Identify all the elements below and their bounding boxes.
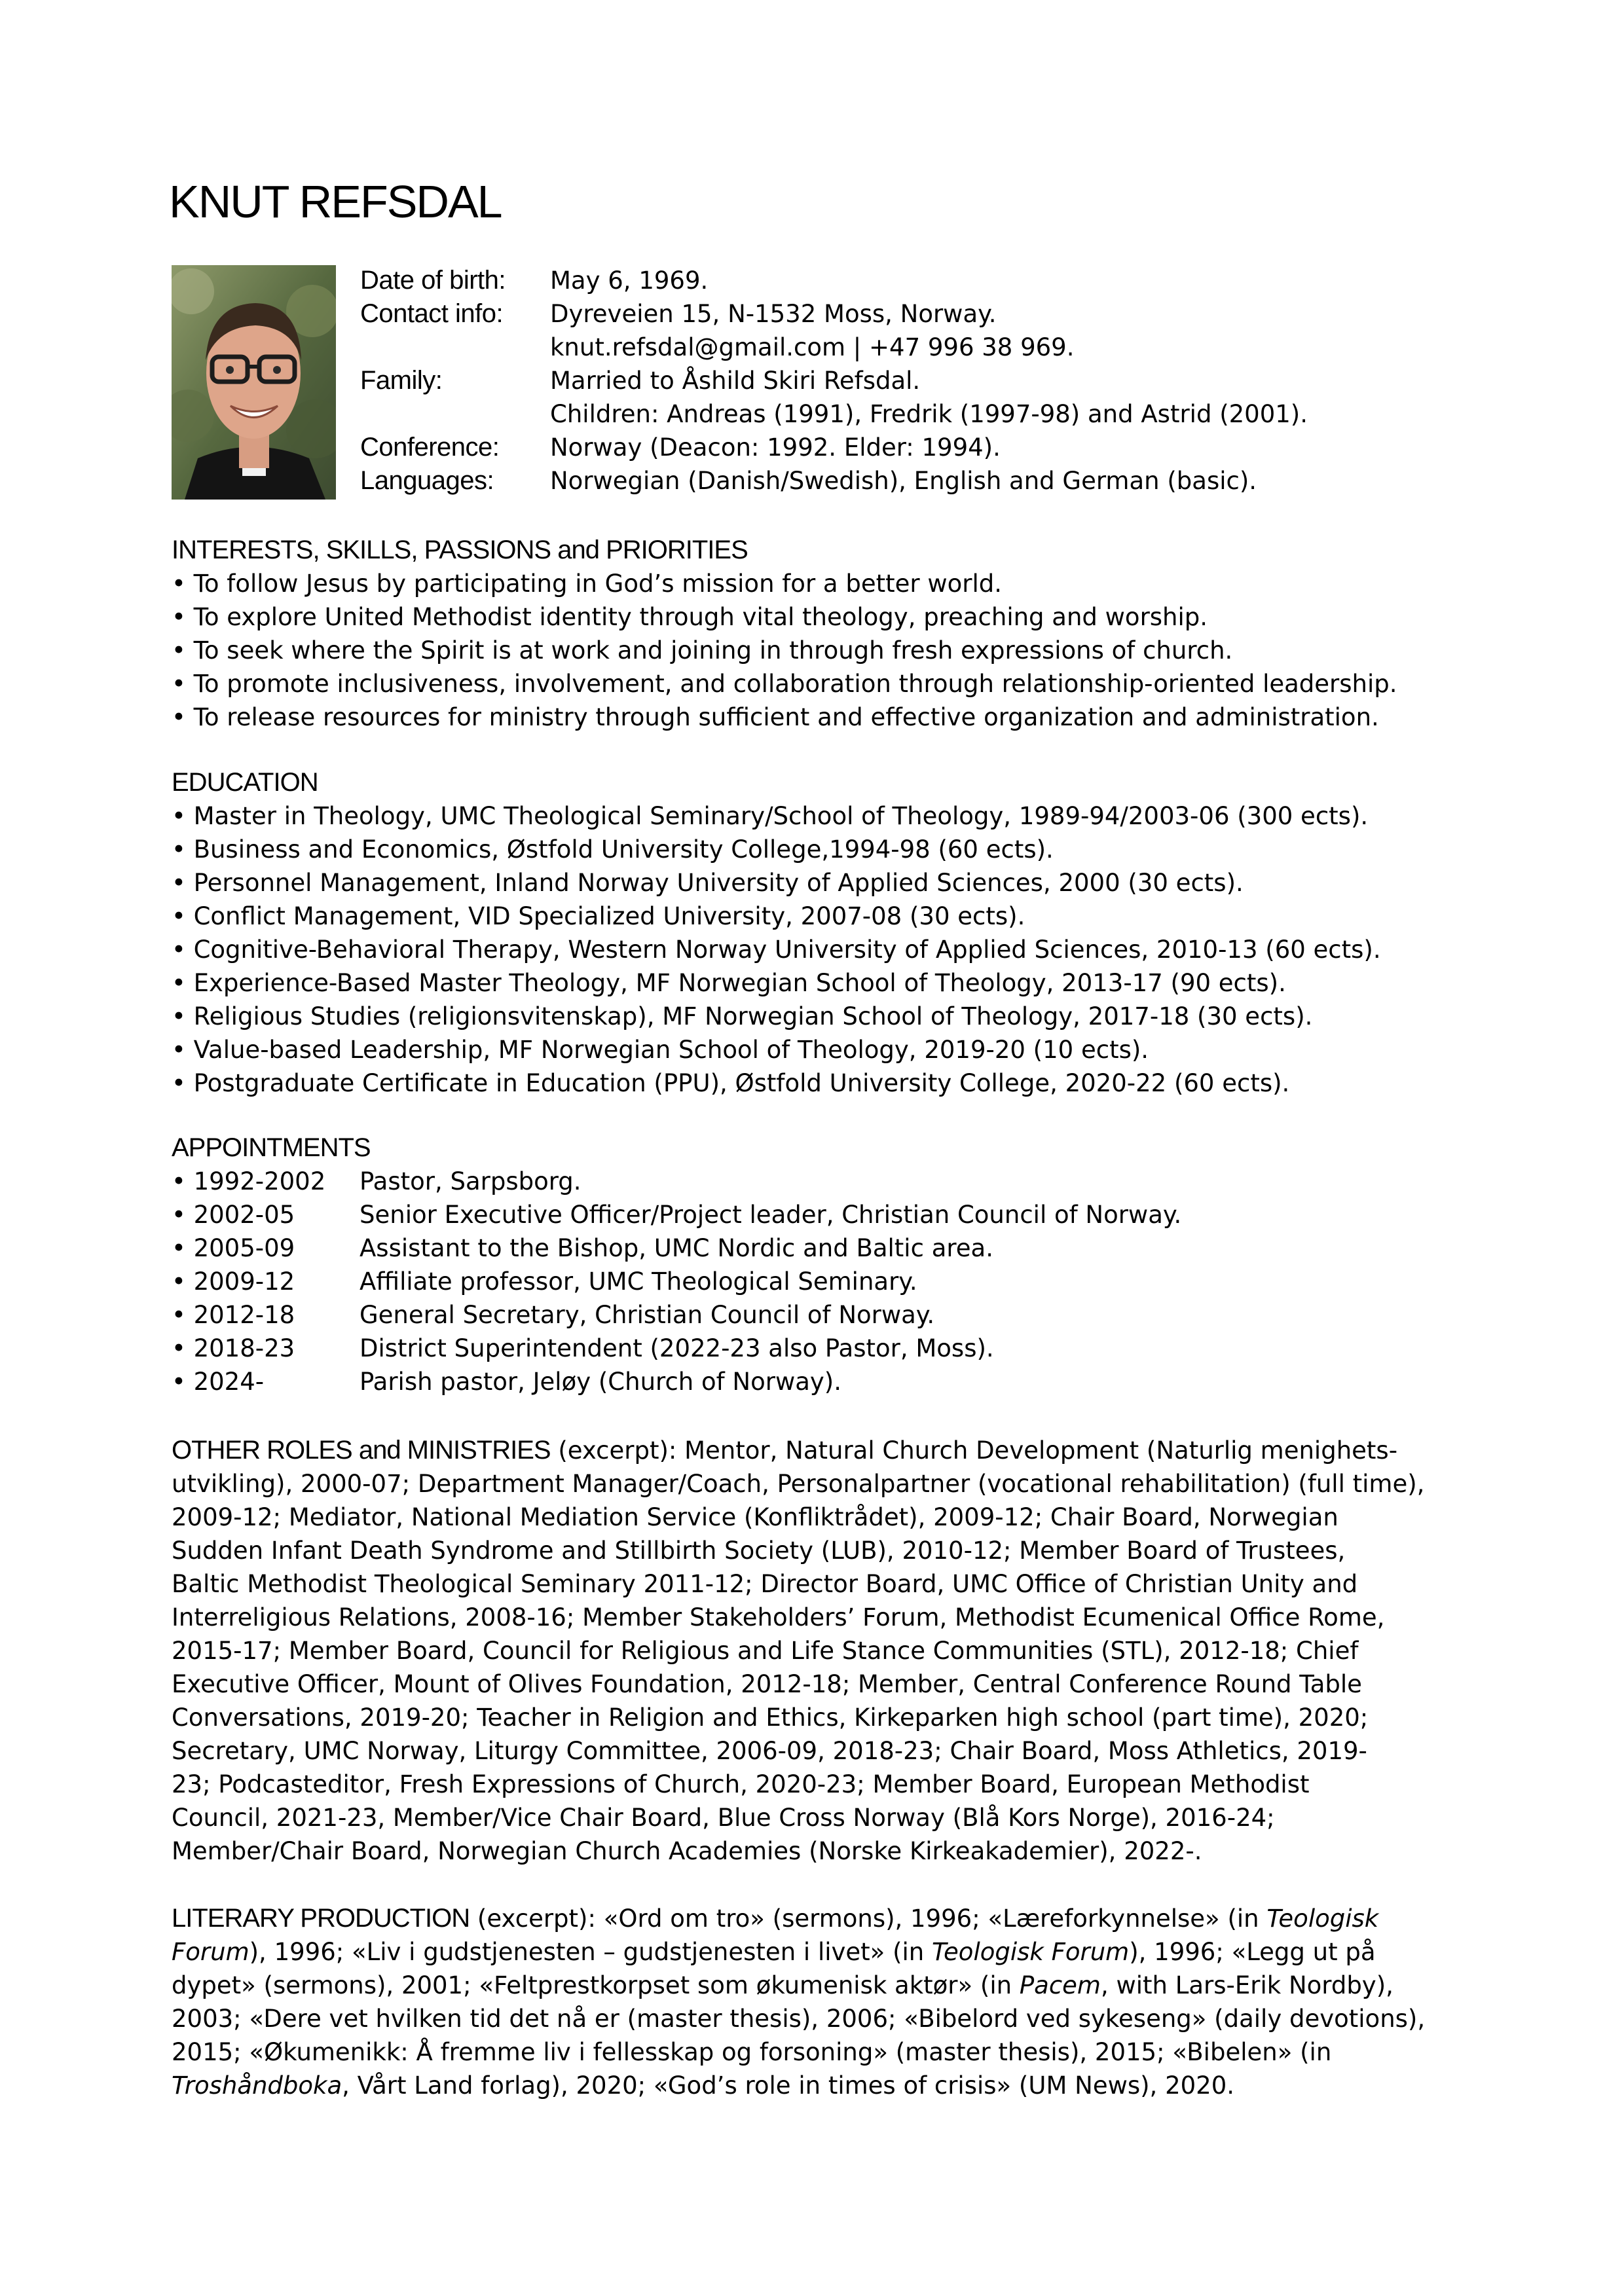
appointment-desc: General Secretary, Christian Council of Norway. [360, 1301, 935, 1329]
literary-italic: Troshåndboka [172, 2071, 342, 2100]
contact-label: Contact info [360, 299, 496, 328]
list-item: • To release resources for ministry through sufficient and effective organization and administration. [172, 703, 1379, 731]
appointments-section [172, 1131, 1481, 1398]
appointments-heading: APPOINTMENTS [172, 1133, 371, 1162]
appointment-row [172, 1332, 1481, 1365]
appointment-row [172, 1365, 1481, 1398]
list-item: • To explore United Methodist identity through vital theology, preaching and worship. [172, 603, 1208, 631]
list-item: • Master in Theology, UMC Theological Seminary/School of Theology, 1989-94/2003-06 (300 ects). [172, 802, 1369, 830]
other-roles-text: Secretary, UMC Norway, Liturgy Committee, 2006-09, 2018-23; Chair Board, Moss Athletics, 2019- [172, 1737, 1367, 1765]
profile-photo [172, 265, 336, 500]
other-roles-text: 2009-12; Mediator, National Mediation Service (Konfliktrådet), 2009-12; Chair Board, Norwegian [172, 1503, 1338, 1531]
languages-label: Languages [360, 466, 487, 495]
appointment-row [172, 1231, 1481, 1265]
other-roles-text: Member/Chair Board, Norwegian Church Academies (Norske Kirkeakademier), 2022-. [172, 1837, 1202, 1865]
list-item: • To promote inclusiveness, involvement, and collaboration through relationship-oriented leadership. [172, 670, 1397, 698]
contact-label-sep: : [496, 299, 504, 328]
appointment-period: • 1992-2002 [172, 1167, 326, 1195]
other-roles-heading: OTHER ROLES and MINISTRIES [172, 1436, 551, 1465]
literary-text: ), 1996; «Liv i gudstjenesten – gudstjenesten i livet» (in [249, 1938, 932, 1966]
languages-value: Norwegian (Danish/Swedish), English and German (basic). [550, 467, 1257, 495]
appointment-row [172, 1165, 1481, 1198]
other-roles-text: 23; Podcasteditor, Fresh Expressions of Church, 2020-23; Member Board, European Methodist [172, 1770, 1310, 1798]
birth-value: May 6, 1969. [550, 266, 709, 295]
birth-label: Date of birth [360, 266, 499, 295]
list-item: • Postgraduate Certificate in Education (PPU), Østfold University College, 2020-22 (60 ects). [172, 1069, 1290, 1097]
other-roles-text: utvikling), 2000-07; Department Manager/Coach, Personalpartner (vocational rehabilitation) (full time), [172, 1470, 1425, 1498]
list-item: • Religious Studies (religionsvitenskap), MF Norwegian School of Theology, 2017-18 (30 ects). [172, 1002, 1313, 1030]
list-item: • Personnel Management, Inland Norway University of Applied Sciences, 2000 (30 ects). [172, 869, 1244, 897]
conference-value: Norway (Deacon: 1992. Elder: 1994). [550, 433, 1001, 462]
appointment-desc: District Superintendent (2022-23 also Pastor, Moss). [360, 1334, 994, 1362]
list-item: • Value-based Leadership, MF Norwegian School of Theology, 2019-20 (10 ects). [172, 1036, 1149, 1064]
appointment-row [172, 1298, 1481, 1332]
contact-address: Dyreveien 15, N-1532 Moss, Norway. [550, 300, 997, 328]
other-roles-text: Baltic Methodist Theological Seminary 2011-12; Director Board, UMC Office of Christian Unity and [172, 1570, 1358, 1598]
literary-section [172, 1902, 1481, 2102]
family-label-sep: : [435, 366, 443, 395]
appointment-desc: Senior Executive Officer/Project leader, Christian Council of Norway. [360, 1201, 1182, 1229]
appointment-period: • 2005-09 [172, 1234, 295, 1262]
list-item: • Cognitive-Behavioral Therapy, Western Norway University of Applied Sciences, 2010-13 (60 ects). [172, 936, 1381, 964]
literary-heading: LITERARY PRODUCTION [172, 1904, 470, 1933]
other-roles-text: Interreligious Relations, 2008-16; Member Stakeholders’ Forum, Methodist Ecumenical Office Rome, [172, 1603, 1385, 1631]
literary-text: , with Lars-Erik Nordby), [1100, 1971, 1393, 1999]
education-heading: EDUCATION [172, 768, 318, 797]
page-title: KNUT REFSDAL [169, 176, 502, 227]
other-roles-text: Sudden Infant Death Syndrome and Stillbirth Society (LUB), 2010-12; Member Board of Trustees, [172, 1537, 1346, 1565]
other-roles-section [172, 1434, 1481, 1868]
other-roles-text: Executive Officer, Mount of Olives Foundation, 2012-18; Member, Central Conference Round Table [172, 1670, 1362, 1698]
appointment-period: • 2002-05 [172, 1201, 295, 1229]
appointment-period: • 2024- [172, 1368, 265, 1396]
literary-italic: Forum [172, 1938, 249, 1966]
other-roles-text: 2015-17; Member Board, Council for Religious and Life Stance Communities (STL), 2012-18; Chief [172, 1637, 1359, 1665]
family-spouse: Married to Åshild Skiri Refsdal. [550, 367, 921, 395]
appointment-row [172, 1265, 1481, 1298]
other-roles-text: Conversations, 2019-20; Teacher in Religion and Ethics, Kirkeparken high school (part time), 2020; [172, 1704, 1369, 1732]
literary-text: 2015; «Økumenikk: Å fremme liv i fellesskap og forsoning» (master thesis), 2015; «Bibelen» (in [172, 2038, 1332, 2066]
appointment-period: • 2009-12 [172, 1267, 295, 1296]
education-section [172, 766, 1481, 1100]
other-roles-text: Council, 2021-23, Member/Vice Chair Board, Blue Cross Norway (Blå Kors Norge), 2016-24; [172, 1804, 1275, 1832]
literary-text: dypet» (sermons), 2001; «Feltprestkorpset som økumenisk aktør» (in [172, 1971, 1020, 1999]
list-item: • Business and Economics, Østfold University College,1994-98 (60 ects). [172, 835, 1054, 864]
languages-label-sep: : [487, 466, 494, 495]
literary-text: ), 1996; «Legg ut på [1129, 1938, 1376, 1966]
literary-text: 2003; «Dere vet hvilken tid det nå er (master thesis), 2006; «Bibelord ved sykeseng» (daily devotions), [172, 2005, 1426, 2033]
conference-label: Conference [360, 433, 492, 462]
appointment-desc: Parish pastor, Jeløy (Church of Norway). [360, 1368, 841, 1396]
appointment-period: • 2012-18 [172, 1301, 295, 1329]
list-item: • To seek where the Spirit is at work and joining in through fresh expressions of church. [172, 636, 1233, 665]
contact-email-phone: knut.refsdal@gmail.com | +47 996 38 969. [550, 333, 1075, 361]
profile-photo-illustration [172, 265, 336, 500]
literary-italic: Pacem [1019, 1971, 1101, 1999]
literary-text: (excerpt): «Ord om tro» (sermons), 1996; «Læreforkynnelse» (in [470, 1904, 1267, 1933]
list-item: • Experience-Based Master Theology, MF Norwegian School of Theology, 2013-17 (90 ects). [172, 969, 1286, 997]
appointment-row [172, 1198, 1481, 1231]
birth-label-sep: : [498, 266, 506, 295]
list-item: • To follow Jesus by participating in God’s mission for a better world. [172, 570, 1002, 598]
family-children: Children: Andreas (1991), Fredrik (1997-98) and Astrid (2001). [550, 400, 1308, 428]
literary-text: , Vårt Land forlag), 2020; «God’s role in times of crisis» (UM News), 2020. [342, 2071, 1234, 2100]
literary-italic: Teologisk [1266, 1904, 1379, 1933]
literary-italic: Teologisk Forum [932, 1938, 1130, 1966]
other-roles-text: (excerpt): Mentor, Natural Church Development (Naturlig menighets- [550, 1436, 1398, 1465]
conference-label-sep: : [492, 433, 500, 462]
list-item: • Conflict Management, VID Specialized University, 2007-08 (30 ects). [172, 902, 1025, 930]
appointment-desc: Affiliate professor, UMC Theological Seminary. [360, 1267, 917, 1296]
appointment-period: • 2018-23 [172, 1334, 295, 1362]
family-label: Family [360, 366, 435, 395]
appointment-desc: Assistant to the Bishop, UMC Nordic and Baltic area. [360, 1234, 993, 1262]
interests-section [172, 534, 1481, 734]
appointment-desc: Pastor, Sarpsborg. [360, 1167, 581, 1195]
interests-heading: INTERESTS, SKILLS, PASSIONS and PRIORITIES [172, 536, 748, 564]
